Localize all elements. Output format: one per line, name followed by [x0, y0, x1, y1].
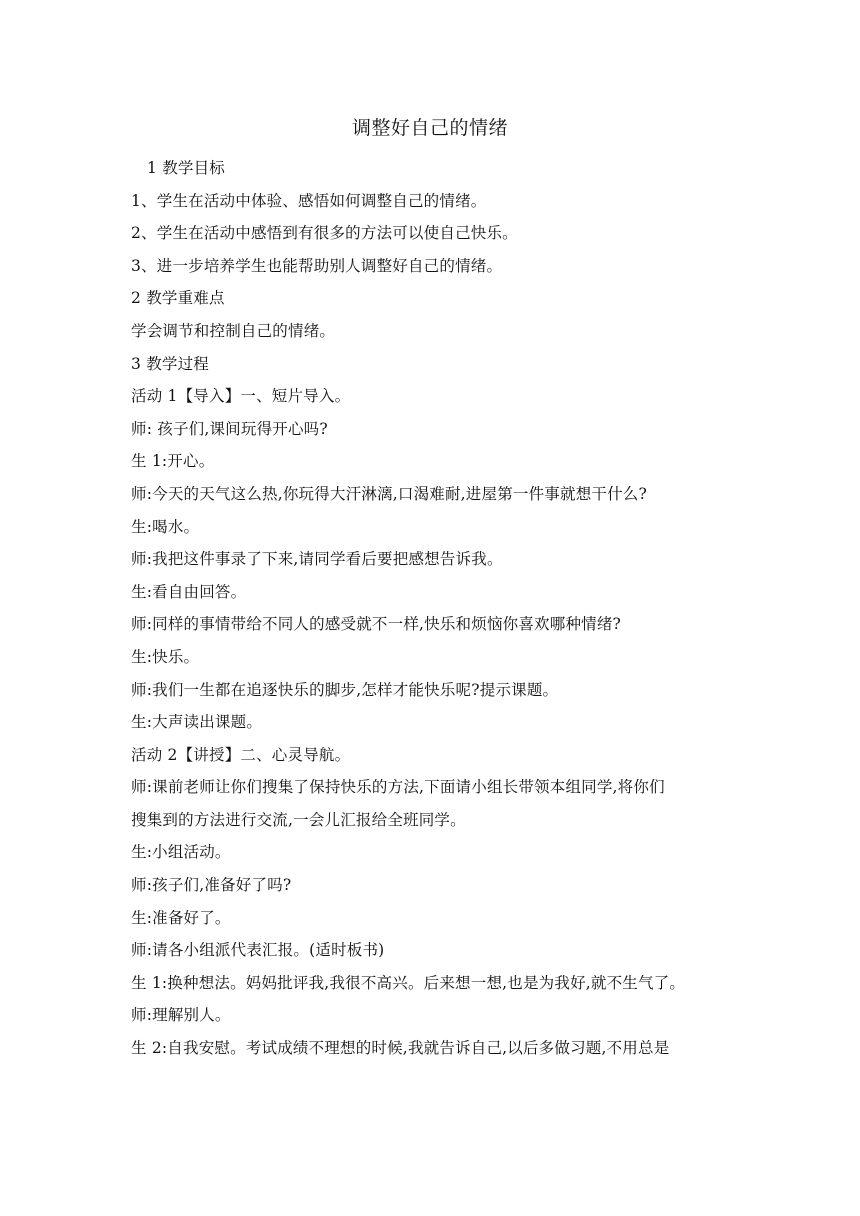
dialogue-line: 师: 孩子们,课间玩得开心吗? [131, 419, 328, 438]
dialogue-line: 生 1:换种想法。妈妈批评我,我很不高兴。后来想一想,也是为我好,就不生气了。 [131, 973, 686, 992]
dialogue-line: 生:快乐。 [131, 647, 200, 666]
paragraph: 3、进一步培养学生也能帮助别人调整好自己的情绪。 [131, 256, 503, 275]
dialogue-line: 师:我把这件事录了下来,请同学看后要把感想告诉我。 [131, 550, 503, 569]
paragraph: 2、学生在活动中感悟到有很多的方法可以使自己快乐。 [131, 224, 518, 243]
dialogue-line: 师:我们一生都在追逐快乐的脚步,怎样才能快乐呢?提示课题。 [131, 680, 559, 699]
document-body [131, 152, 751, 1065]
section-heading-key-points: 2 教学重难点 [131, 289, 225, 308]
activity-heading: 活动 2【讲授】二、心灵导航。 [131, 745, 351, 764]
section-heading-process: 3 教学过程 [131, 354, 209, 373]
dialogue-line: 生:小组活动。 [131, 843, 231, 862]
dialogue-line: 生 1:开心。 [131, 452, 215, 471]
dialogue-line: 生:喝水。 [131, 517, 200, 536]
dialogue-line: 师:请各小组派代表汇报。(适时板书) [131, 941, 385, 960]
dialogue-line: 师:孩子们,准备好了吗? [131, 876, 292, 895]
dialogue-line: 生:看自由回答。 [131, 582, 247, 601]
dialogue-line: 生 2:自我安慰。考试成绩不理想的时候,我就告诉自己,以后多做习题,不用总是 [131, 1039, 670, 1058]
dialogue-line: 师:今天的天气这么热,你玩得大汗淋漓,口渴难耐,进屋第一件事就想干什么? [131, 484, 648, 503]
paragraph: 学会调节和控制自己的情绪。 [131, 321, 336, 340]
dialogue-line: 搜集到的方法进行交流,一会儿汇报给全班同学。 [131, 810, 466, 829]
dialogue-line: 生:准备好了。 [131, 908, 231, 927]
document-title: 调整好自己的情绪 [351, 117, 508, 139]
dialogue-line: 生:大声读出课题。 [131, 713, 263, 732]
section-heading-goals: 1 教学目标 [147, 159, 225, 177]
dialogue-line: 师:同样的事情带给不同人的感受就不一样,快乐和烦恼你喜欢哪种情绪? [131, 615, 622, 634]
paragraph: 1、学生在活动中体验、感悟如何调整自己的情绪。 [131, 191, 487, 210]
dialogue-line: 师:理解别人。 [131, 1006, 231, 1025]
dialogue-line: 师:课前老师让你们搜集了保持快乐的方法,下面请小组长带领本组同学,将你们 [131, 778, 665, 797]
activity-heading: 活动 1【导入】一、短片导入。 [131, 387, 351, 406]
